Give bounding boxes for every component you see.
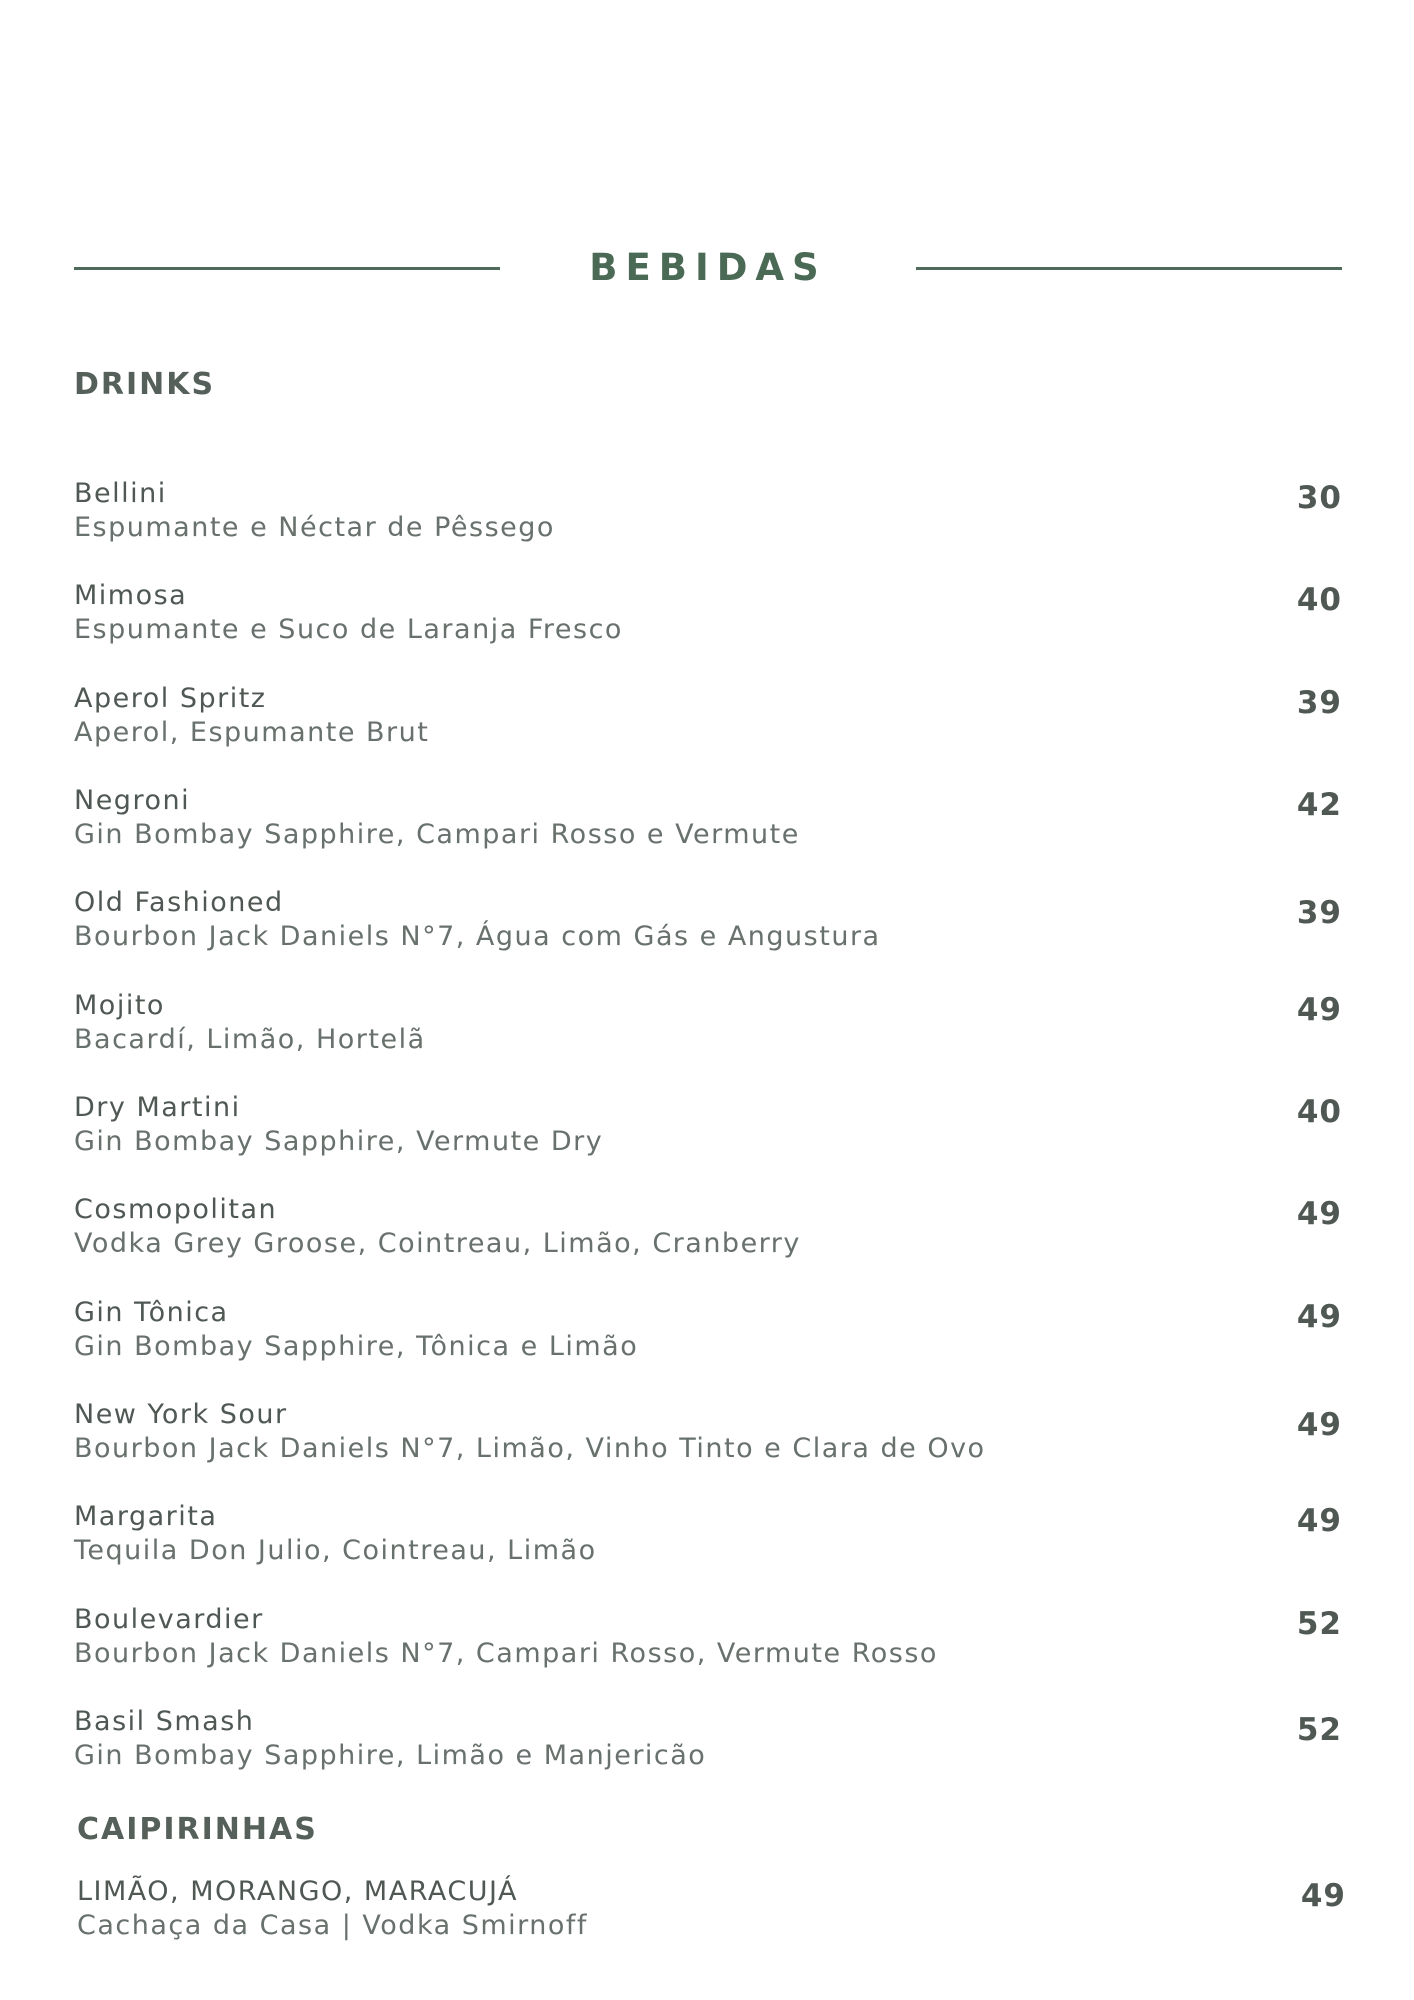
item-name: Boulevardier [74,1604,264,1635]
menu-item [74,784,1342,854]
item-description: Cachaça da Casa | Vodka Smirnoff [77,1910,588,1941]
menu-item [74,989,1342,1059]
item-price: 49 [1296,1503,1342,1539]
item-name: Gin Tônica [74,1297,229,1328]
item-description: Tequila Don Julio, Cointreau, Limão [74,1535,597,1566]
item-name: Margarita [74,1501,218,1532]
item-description: Bourbon Jack Daniels N°7, Campari Rosso, Vermute Rosso [74,1638,938,1669]
menu-item [74,1500,1342,1570]
item-price: 49 [1296,1299,1342,1335]
item-name: Dry Martini [74,1092,241,1123]
menu-item [74,1193,1342,1263]
menu-item [74,682,1342,752]
item-description: Bacardí, Limão, Hortelã [74,1024,426,1055]
menu-item [77,1875,1346,1945]
item-description: Bourbon Jack Daniels N°7, Limão, Vinho Tinto e Clara de Ovo [74,1433,986,1464]
item-name: Mojito [74,990,165,1021]
page-title: BEBIDAS [589,246,827,289]
item-description: Bourbon Jack Daniels N°7, Água com Gás e Angustura [74,921,881,952]
item-price: 30 [1296,480,1342,516]
item-description: Vodka Grey Groose, Cointreau, Limão, Cranberry [74,1228,801,1259]
item-description: Gin Bombay Sapphire, Campari Rosso e Vermute [74,819,800,850]
item-price: 49 [1296,992,1342,1028]
item-price: 52 [1296,1712,1342,1748]
item-price: 40 [1296,1094,1342,1130]
menu-item [74,1603,1342,1673]
item-name: Mimosa [74,580,188,611]
item-price: 39 [1296,895,1342,931]
item-price: 52 [1296,1606,1342,1642]
item-name: LIMÃO, MORANGO, MARACUJÁ [77,1876,518,1907]
item-name: Negroni [74,785,191,816]
item-price: 49 [1296,1407,1342,1443]
menu-item [74,1091,1342,1161]
item-price: 49 [1300,1878,1346,1914]
item-name: Aperol Spritz [74,683,267,714]
item-name: Basil Smash [74,1706,255,1737]
item-price: 39 [1296,685,1342,721]
section-title-drinks: DRINKS [74,367,216,402]
item-description: Gin Bombay Sapphire, Tônica e Limão [74,1331,639,1362]
item-name: Old Fashioned [74,887,284,918]
item-description: Gin Bombay Sapphire, Limão e Manjericão [74,1740,707,1771]
item-price: 40 [1296,582,1342,618]
menu-item [74,1705,1342,1775]
header-rule-right [916,267,1342,270]
section-title-caipirinhas: CAIPIRINHAS [77,1812,318,1847]
item-description: Gin Bombay Sapphire, Vermute Dry [74,1126,604,1157]
item-description: Aperol, Espumante Brut [74,717,430,748]
header-rule-left [74,267,500,270]
menu-item [74,579,1342,649]
menu-header [74,244,1342,292]
menu-item [74,886,1342,956]
item-name: Cosmopolitan [74,1194,278,1225]
item-price: 42 [1296,787,1342,823]
item-name: New York Sour [74,1399,288,1430]
item-price: 49 [1296,1196,1342,1232]
item-name: Bellini [74,478,167,509]
item-description: Espumante e Néctar de Pêssego [74,512,555,543]
menu-item [74,1296,1342,1366]
item-description: Espumante e Suco de Laranja Fresco [74,614,623,645]
menu-item [74,477,1342,547]
menu-item [74,1398,1342,1468]
